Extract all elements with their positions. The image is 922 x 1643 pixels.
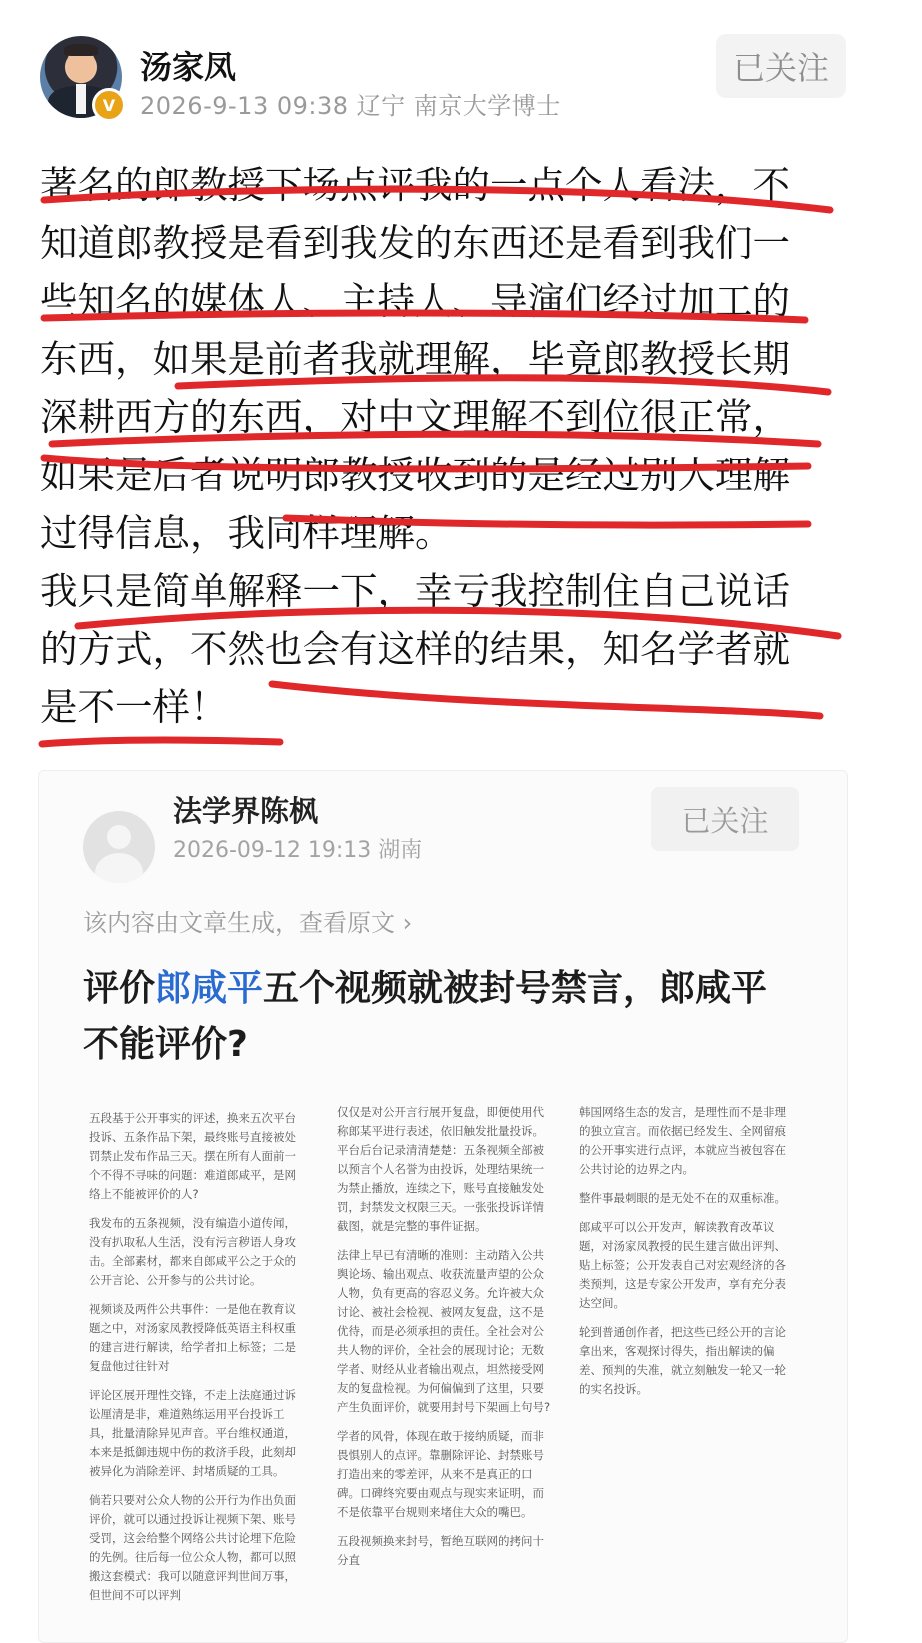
follow-button[interactable]: 已关注 xyxy=(716,34,846,98)
article-paragraph: 评论区展开理性交锋，不走上法庭通过诉讼厘清是非，难道熟练运用平台投诉工具，批量清除异见声音。平台维权通道，本来是抵御违规中伤的救济手段，此刻却被异化为消除差评、封堵质疑的工具。 xyxy=(89,1388,296,1478)
post-line: 是不一样！ xyxy=(40,685,228,729)
post-line: 过得信息，我同样理解。 xyxy=(40,511,453,555)
underline-stroke xyxy=(42,740,280,744)
title-suffix: 五个视频就被封号禁言，郎咸平不能评价? xyxy=(83,968,768,1065)
post-line: 些知名的媒体人、主持人、导演们经过加工的 xyxy=(40,279,790,323)
article-paragraph: 郎咸平可以公开发声，解读教育改革议题，对汤家凤教授的民生建言做出评判、贴上标签；公开发表自己对宏观经济的各类预判，这是专家公开发声，享有充分表达空间。 xyxy=(579,1220,786,1310)
author-name[interactable]: 汤家凤 xyxy=(140,48,237,86)
post-line: 东西，如果是前者我就理解，毕竟郎教授长期 xyxy=(40,337,790,381)
quoted-follow-button[interactable]: 已关注 xyxy=(651,787,799,851)
post-line: 如果是后者说明郎教授收到的是经过别人理解 xyxy=(40,453,790,497)
article-paragraph: 五段基于公开事实的评述，换来五次平台投诉、五条作品下架，最终账号直接被处罚禁止发布作品三天。摆在所有人面前一个不得不寻味的问题：难道郎咸平，是网络上不能被评价的人? xyxy=(89,1111,296,1201)
article-paragraph: 倘若只要对公众人物的公开行为作出负面评价，就可以通过投诉让视频下架、账号受罚，这会给整个网络公共讨论埋下危险的先例。往后每一位公众人物，都可以照搬这套模式：我可以随意评判世间万事，但世间不可以评判 xyxy=(89,1493,296,1602)
post-body xyxy=(40,156,850,736)
article-paragraph: 法律上早已有清晰的准则：主动踏入公共舆论场、输出观点、收获流量声望的公众人物，负有更高的容忍义务。允许被大众讨论、被社会检视、被网友复盘，这不是优待，而是必须承担的责任。全社会对公共人物的评价，全社会的展现讨论；无数学者、财经从业者输出观点，坦然接受网友的复盘检视。为何偏偏到了这里，只要产生负面评价，就要用封号下架画上句号? xyxy=(337,1248,551,1414)
post-line: 著名的郎教授下场点评我的一点个人看法，不 xyxy=(40,163,790,207)
post-line: 深耕西方的东西，对中文理解不到位很正常， xyxy=(40,395,790,439)
article-column-1 xyxy=(89,1109,307,1615)
title-prefix: 评价 xyxy=(83,968,156,1009)
article-paragraph: 学者的风骨，体现在敢于接纳质疑，而非畏惧别人的点评。靠删除评论、封禁账号打造出来的零差评，从来不是真正的口碑。口碑终究要由观点与现实来证明，而不是依靠平台规则来堵住大众的嘴巴。 xyxy=(337,1429,544,1519)
title-highlight-link[interactable]: 郎咸平 xyxy=(155,968,264,1009)
post-line: 我只是简单解释一下，幸亏我控制住自己说话 xyxy=(40,569,790,613)
quoted-author-name[interactable]: 法学界陈枫 xyxy=(173,794,319,828)
post-meta: 2026-9-13 09:38 辽宁 南京大学博士 xyxy=(140,92,561,120)
article-column-2 xyxy=(337,1103,555,1580)
post-header xyxy=(0,0,922,130)
article-paragraph: 仅仅是对公开言行展开复盘，即便使用代称郎某平进行表述，依旧触发批量投诉。平台后台记录清清楚楚：五条视频全部被以预言个人名誉为由投诉，处理结果统一为禁止播放，连续之下，账号直接触发处罚，封禁发文权限三天。一张张投诉详情截图，就是完整的事件证据。 xyxy=(337,1105,544,1233)
post-line: 知道郎教授是看到我发的东西还是看到我们一 xyxy=(40,221,790,265)
article-paragraph: 韩国网络生态的发言，是理性而不是非理的独立宣言。而依据已经发生、全网留痕的公开事实进行点评，本就应当被包容在公共讨论的边界之内。 xyxy=(579,1105,786,1176)
article-paragraph: 五段视频换来封号，暂绝互联网的拷问十分直 xyxy=(337,1534,544,1567)
article-paragraph: 视频谈及两件公共事件：一是他在教育议题之中，对汤家凤教授降低英语主科权重的建言进行解读，给学者扣上标签；二是复盘他过往针对 xyxy=(89,1302,296,1373)
article-column-3 xyxy=(579,1103,797,1409)
article-paragraph: 整件事最刺眼的是无处不在的双重标准。 xyxy=(579,1191,786,1205)
article-paragraph: 我发布的五条视频，没有编造小道传闻，没有扒取私人生活，没有污言秽语人身攻击。全部素材，都来自郎咸平公之于众的公开言论、公开参与的公共讨论。 xyxy=(89,1216,296,1287)
article-paragraph: 轮到普通创作者，把这些已经公开的言论拿出来，客观探讨得失，指出解读的偏差、预判的失准，就立刻触发一轮又一轮的实名投诉。 xyxy=(579,1325,786,1396)
quoted-post-meta: 2026-09-12 19:13 湖南 xyxy=(173,838,423,863)
quoted-article-card[interactable] xyxy=(38,770,848,1643)
quoted-author-avatar[interactable] xyxy=(83,811,155,883)
verified-badge-icon: V xyxy=(92,88,126,122)
post-line: 的方式，不然也会有这样的结果，知名学者就 xyxy=(40,627,790,671)
view-original-link[interactable]: 该内容由文章生成，查看原文 › xyxy=(83,909,413,937)
article-title[interactable] xyxy=(83,961,803,1073)
